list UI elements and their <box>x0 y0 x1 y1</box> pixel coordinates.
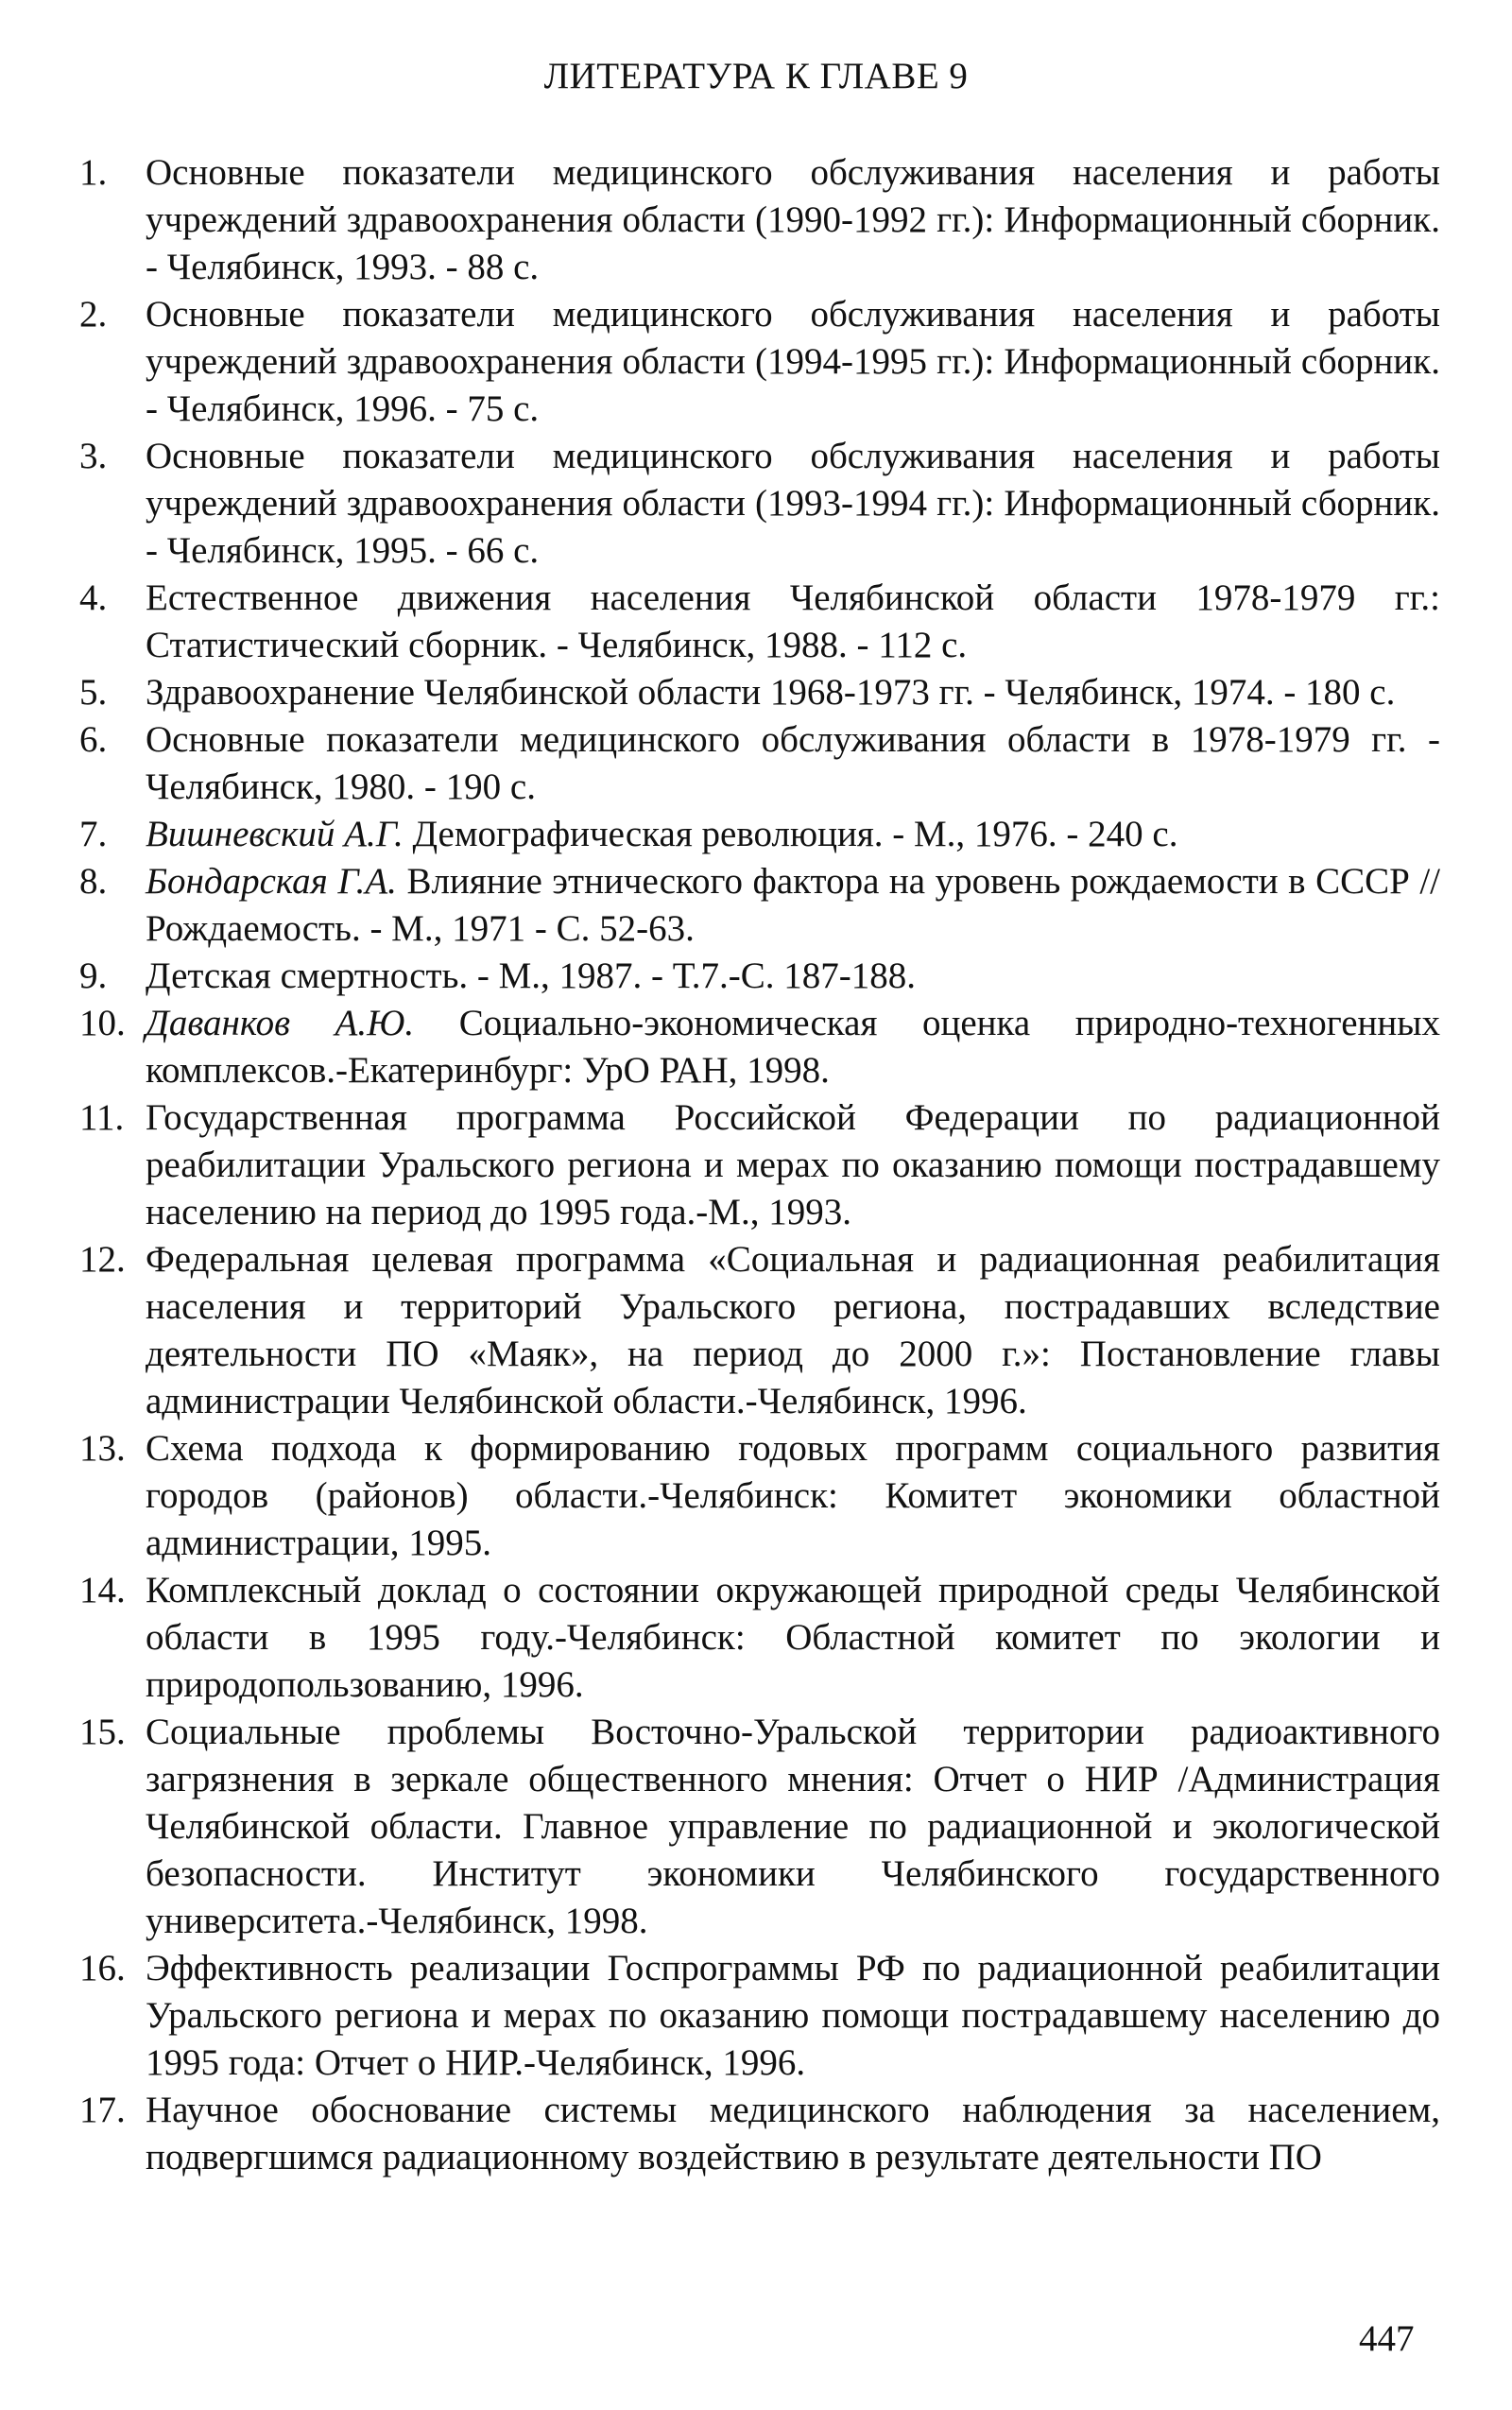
reference-number: 1. <box>79 152 108 193</box>
reference-text-wrap <box>146 1567 1440 1709</box>
list-item <box>79 433 1440 575</box>
reference-text-wrap <box>146 669 1440 716</box>
list-item <box>79 1236 1440 1425</box>
reference-number: 16. <box>79 1948 126 1988</box>
reference-text-wrap <box>146 953 1440 1000</box>
reference-number: 8. <box>79 861 108 902</box>
list-item <box>79 1094 1440 1236</box>
reference-number: 7. <box>79 814 108 854</box>
list-item <box>79 291 1440 433</box>
reference-author: Даванков А.Ю. <box>146 1003 415 1043</box>
reference-text-wrap <box>146 1425 1440 1567</box>
reference-text: Детская смертность. - М., 1987. - Т.7.-С. 187-188. <box>146 955 916 996</box>
reference-text: Схема подхода к формированию годовых программ социального развития городов (районов) области.-Челябинск: Комитет экономики областной администрации, 1995. <box>146 1428 1440 1563</box>
list-item <box>79 953 1440 1000</box>
reference-text-wrap <box>146 433 1440 575</box>
reference-text-wrap <box>146 291 1440 433</box>
page-number: 447 <box>1359 2318 1415 2359</box>
reference-text-wrap <box>146 2087 1440 2181</box>
list-item <box>79 1709 1440 1945</box>
reference-text-wrap <box>146 575 1440 669</box>
list-item <box>79 575 1440 669</box>
reference-text: Федеральная целевая программа «Социальная и радиационная реабилитация населения и территорий Уральского региона, пострадавших вследствие деятельности ПО «Маяк», на период до 2000 г.»: Постановление главы администрации Челябинской области.-Челябинск, 1996. <box>146 1239 1440 1421</box>
reference-number: 3. <box>79 436 108 476</box>
reference-text-wrap <box>146 1709 1440 1945</box>
reference-text-wrap <box>146 1000 1440 1094</box>
page-title: ЛИТЕРАТУРА К ГЛАВЕ 9 <box>543 56 969 96</box>
reference-text-wrap <box>146 1945 1440 2087</box>
reference-number: 17. <box>79 2090 126 2130</box>
reference-number: 11. <box>79 1097 125 1138</box>
reference-text-wrap <box>146 716 1440 811</box>
list-item <box>79 1000 1440 1094</box>
reference-text: Социальные проблемы Восточно-Уральской территории радиоактивного загрязнения в зеркале общественного мнения: Отчет о НИР /Администрация Челябинской области. Главное управление по радиационной и экологической безопасности. Институт экономики Челябинского государственного университета.-Челябинск, 1998. <box>146 1712 1440 1941</box>
reference-text-wrap <box>146 811 1440 858</box>
reference-text: Естественное движения населения Челябинской области 1978-1979 гг.: Статистический сборник. - Челябинск, 1988. - 112 с. <box>146 577 1440 665</box>
reference-number: 13. <box>79 1428 126 1469</box>
reference-number: 15. <box>79 1712 126 1752</box>
reference-number: 14. <box>79 1570 126 1610</box>
reference-text: Основные показатели медицинского обслуживания населения и работы учреждений здравоохранения области (1994-1995 гг.): Информационный сборник. - Челябинск, 1996. - 75 с. <box>146 294 1440 429</box>
reference-text: Научное обоснование системы медицинского наблюдения за населением, подвергшимся радиационному воздействию в результате деятельности ПО <box>146 2090 1440 2178</box>
reference-number: 2. <box>79 294 108 335</box>
list-item <box>79 1425 1440 1567</box>
reference-number: 12. <box>79 1239 126 1280</box>
reference-text: Здравоохранение Челябинской области 1968-1973 гг. - Челябинск, 1974. - 180 с. <box>146 672 1396 713</box>
list-item <box>79 858 1440 953</box>
reference-text: Основные показатели медицинского обслуживания области в 1978-1979 гг. - Челябинск, 1980. - 190 с. <box>146 719 1440 807</box>
reference-text-wrap <box>146 1094 1440 1236</box>
reference-text-wrap <box>146 1236 1440 1425</box>
list-item <box>79 669 1440 716</box>
list-item <box>79 2087 1440 2181</box>
reference-text: Эффективность реализации Госпрограммы РФ по радиационной реабилитации Уральского региона и мерах по оказанию помощи пострадавшему населению до 1995 года: Отчет о НИР.-Челябинск, 1996. <box>146 1948 1440 2083</box>
list-item <box>79 716 1440 811</box>
reference-list <box>79 149 1440 2181</box>
reference-text: Основные показатели медицинского обслуживания населения и работы учреждений здравоохранения области (1990-1992 гг.): Информационный сборник. - Челябинск, 1993. - 88 с. <box>146 152 1440 287</box>
reference-text: Государственная программа Российской Федерации по радиационной реабилитации Уральского региона и мерах по оказанию помощи пострадавшему населению на период до 1995 года.-М., 1993. <box>146 1097 1440 1232</box>
list-item <box>79 1945 1440 2087</box>
reference-text-wrap <box>146 858 1440 953</box>
reference-number: 5. <box>79 672 108 713</box>
reference-text: Основные показатели медицинского обслуживания населения и работы учреждений здравоохранения области (1993-1994 гг.): Информационный сборник. - Челябинск, 1995. - 66 с. <box>146 436 1440 571</box>
reference-text-wrap <box>146 149 1440 291</box>
list-item <box>79 149 1440 291</box>
reference-author: Вишневский А.Г. <box>146 814 404 854</box>
list-item <box>79 811 1440 858</box>
reference-number: 10. <box>79 1003 126 1043</box>
list-item <box>79 1567 1440 1709</box>
reference-text: Влияние этнического фактора на уровень рождаемости в СССР //Рождаемость. - М., 1971 - С. 52-63. <box>146 861 1441 949</box>
reference-text: Демографическая революция. - М., 1976. - 240 с. <box>412 814 1178 854</box>
reference-author: Бондарская Г.А. <box>146 861 397 902</box>
reference-number: 9. <box>79 955 108 996</box>
reference-text: Социально-экономическая оценка природно-техногенных комплексов.-Екатеринбург: УрО РАН, 1998. <box>146 1003 1441 1091</box>
reference-number: 6. <box>79 719 108 760</box>
reference-text: Комплексный доклад о состоянии окружающей природной среды Челябинской области в 1995 году.-Челябинск: Областной комитет по экологии и природопользованию, 1996. <box>146 1570 1440 1705</box>
reference-number: 4. <box>79 577 108 618</box>
